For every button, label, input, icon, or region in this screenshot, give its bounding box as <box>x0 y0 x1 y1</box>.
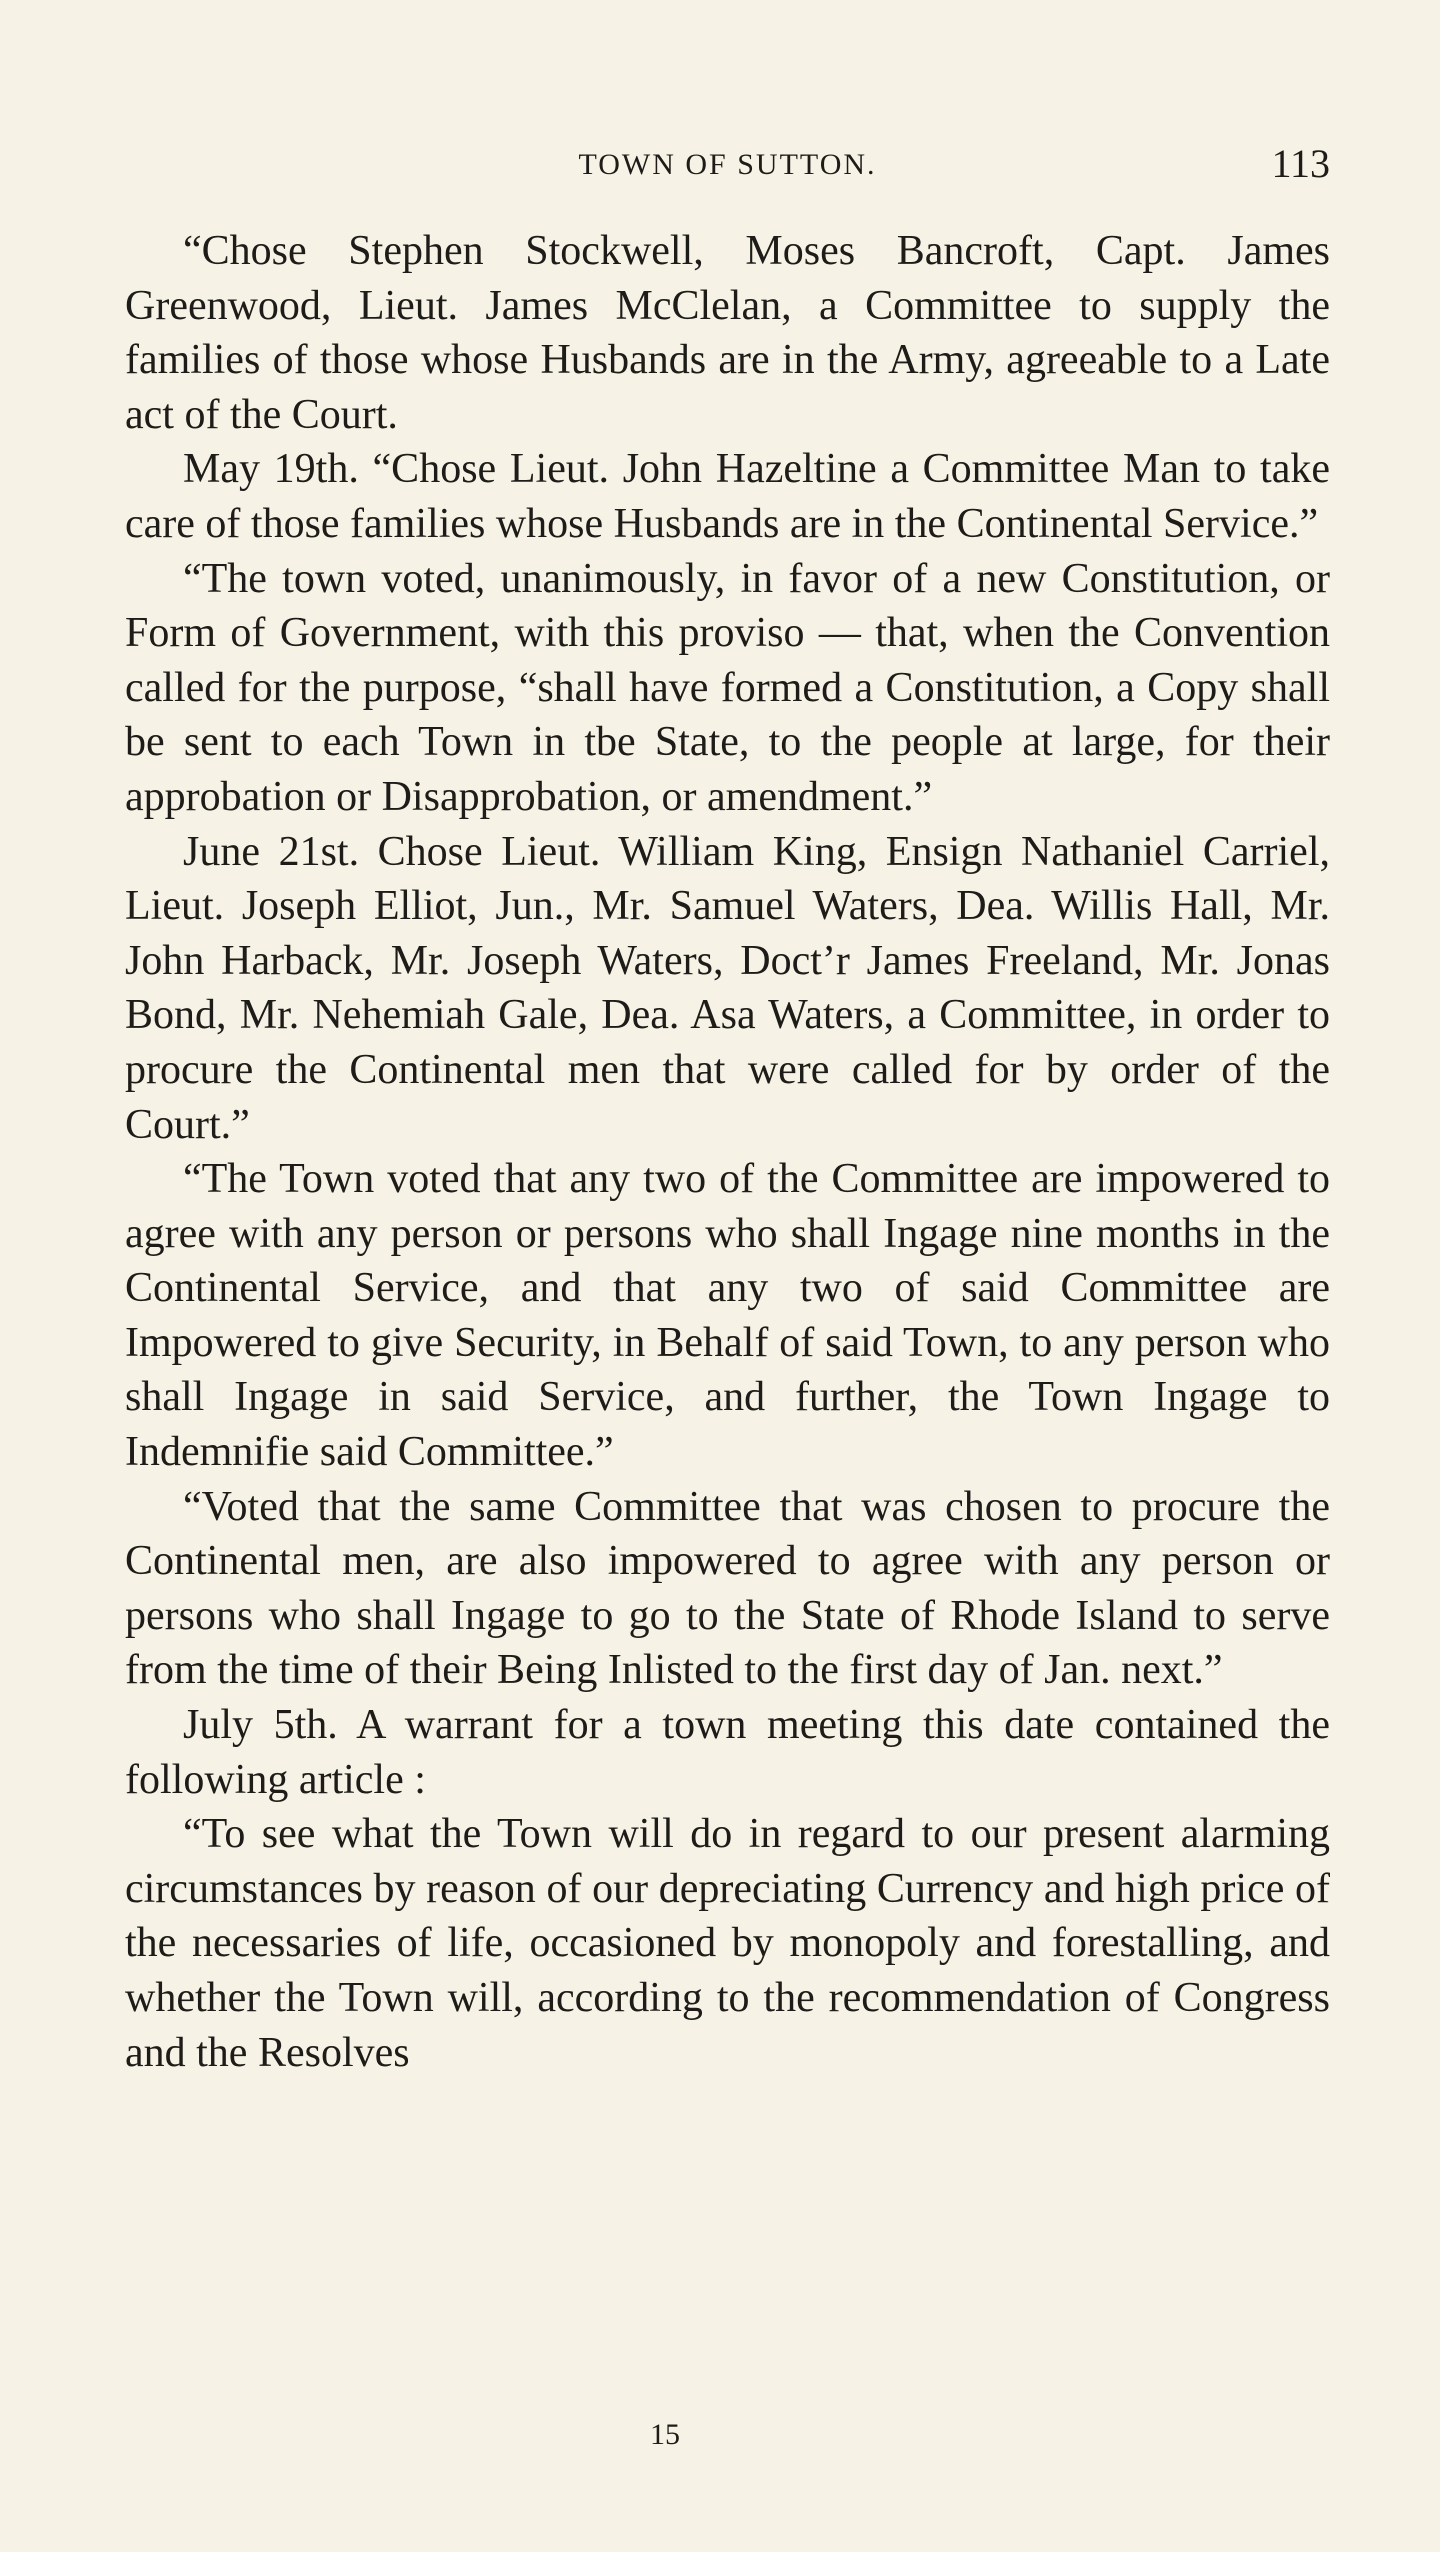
signature-mark: 15 <box>650 2418 680 2451</box>
paragraph-may-19th: May 19th. “Chose Lieut. John Hazeltine a Committee Man to take care of those families whose Husbands are in the Continental Service.” <box>125 446 1330 547</box>
running-head <box>125 140 1330 190</box>
body-text <box>125 224 1330 2080</box>
running-title: TOWN OF SUTTON. <box>578 148 877 181</box>
paragraph-rhode-island: “Voted that the same Committee that was chosen to procure the Continental men, are also impowered to agree with any person or persons who shall Ingage to go to the State of Rhode Island to serve from the time of their Being Inlisted to the first day of Jan. next.” <box>125 1483 1330 1694</box>
paragraph-july-5th: July 5th. A warrant for a town meeting this date contained the following article : <box>125 1702 1330 1803</box>
paragraph-new-constitution: “The town voted, unanimously, in favor of a new Constitution, or Form of Government, with this proviso — that, when the Convention called for the purpose, “shall have formed a Constitution, a Copy shall be sent to each Town in tbe State, to the people at large, for their approbation or Disapprobation, or amendment.” <box>125 555 1330 820</box>
paragraph-impowered-committee: “The Town voted that any two of the Committee are impowered to agree with any person or persons who shall Ingage nine months in the Continental Service, and that any two of said Committee are Impowered to give Security, in Behalf of said Town, to any person who shall Ingage in said Service, and further, the Town Ingage to Indemnifie said Committee.” <box>125 1156 1330 1476</box>
paragraph-june-21st: June 21st. Chose Lieut. William King, Ensign Nathaniel Carriel, Lieut. Joseph Elliot, Jun., Mr. Samuel Waters, Dea. Willis Hall, Mr. John Harback, Mr. Joseph Waters, Doct’r James Freeland, Mr. Jonas Bond, Mr. Nehemiah Gale, Dea. Asa Waters, a Committee, in order to procure the Continental men that were called for by order of the Court.” <box>125 828 1330 1148</box>
paragraph-committee-supply: “Chose Stephen Stockwell, Moses Bancroft, Capt. James Greenwood, Lieut. James McClelan, a Committee to supply the families of those whose Husbands are in the Army, agreeable to a Late act of the Court. <box>125 228 1330 438</box>
paragraph-currency-article: “To see what the Town will do in regard to our present alarming circumstances by reason of our depreciating Currency and high price of the necessaries of life, occasioned by monopoly and forestalling, and whether the Town will, according to the recommendation of Congress and the Resolves <box>125 1811 1330 2076</box>
page-number: 113 <box>1271 141 1330 186</box>
